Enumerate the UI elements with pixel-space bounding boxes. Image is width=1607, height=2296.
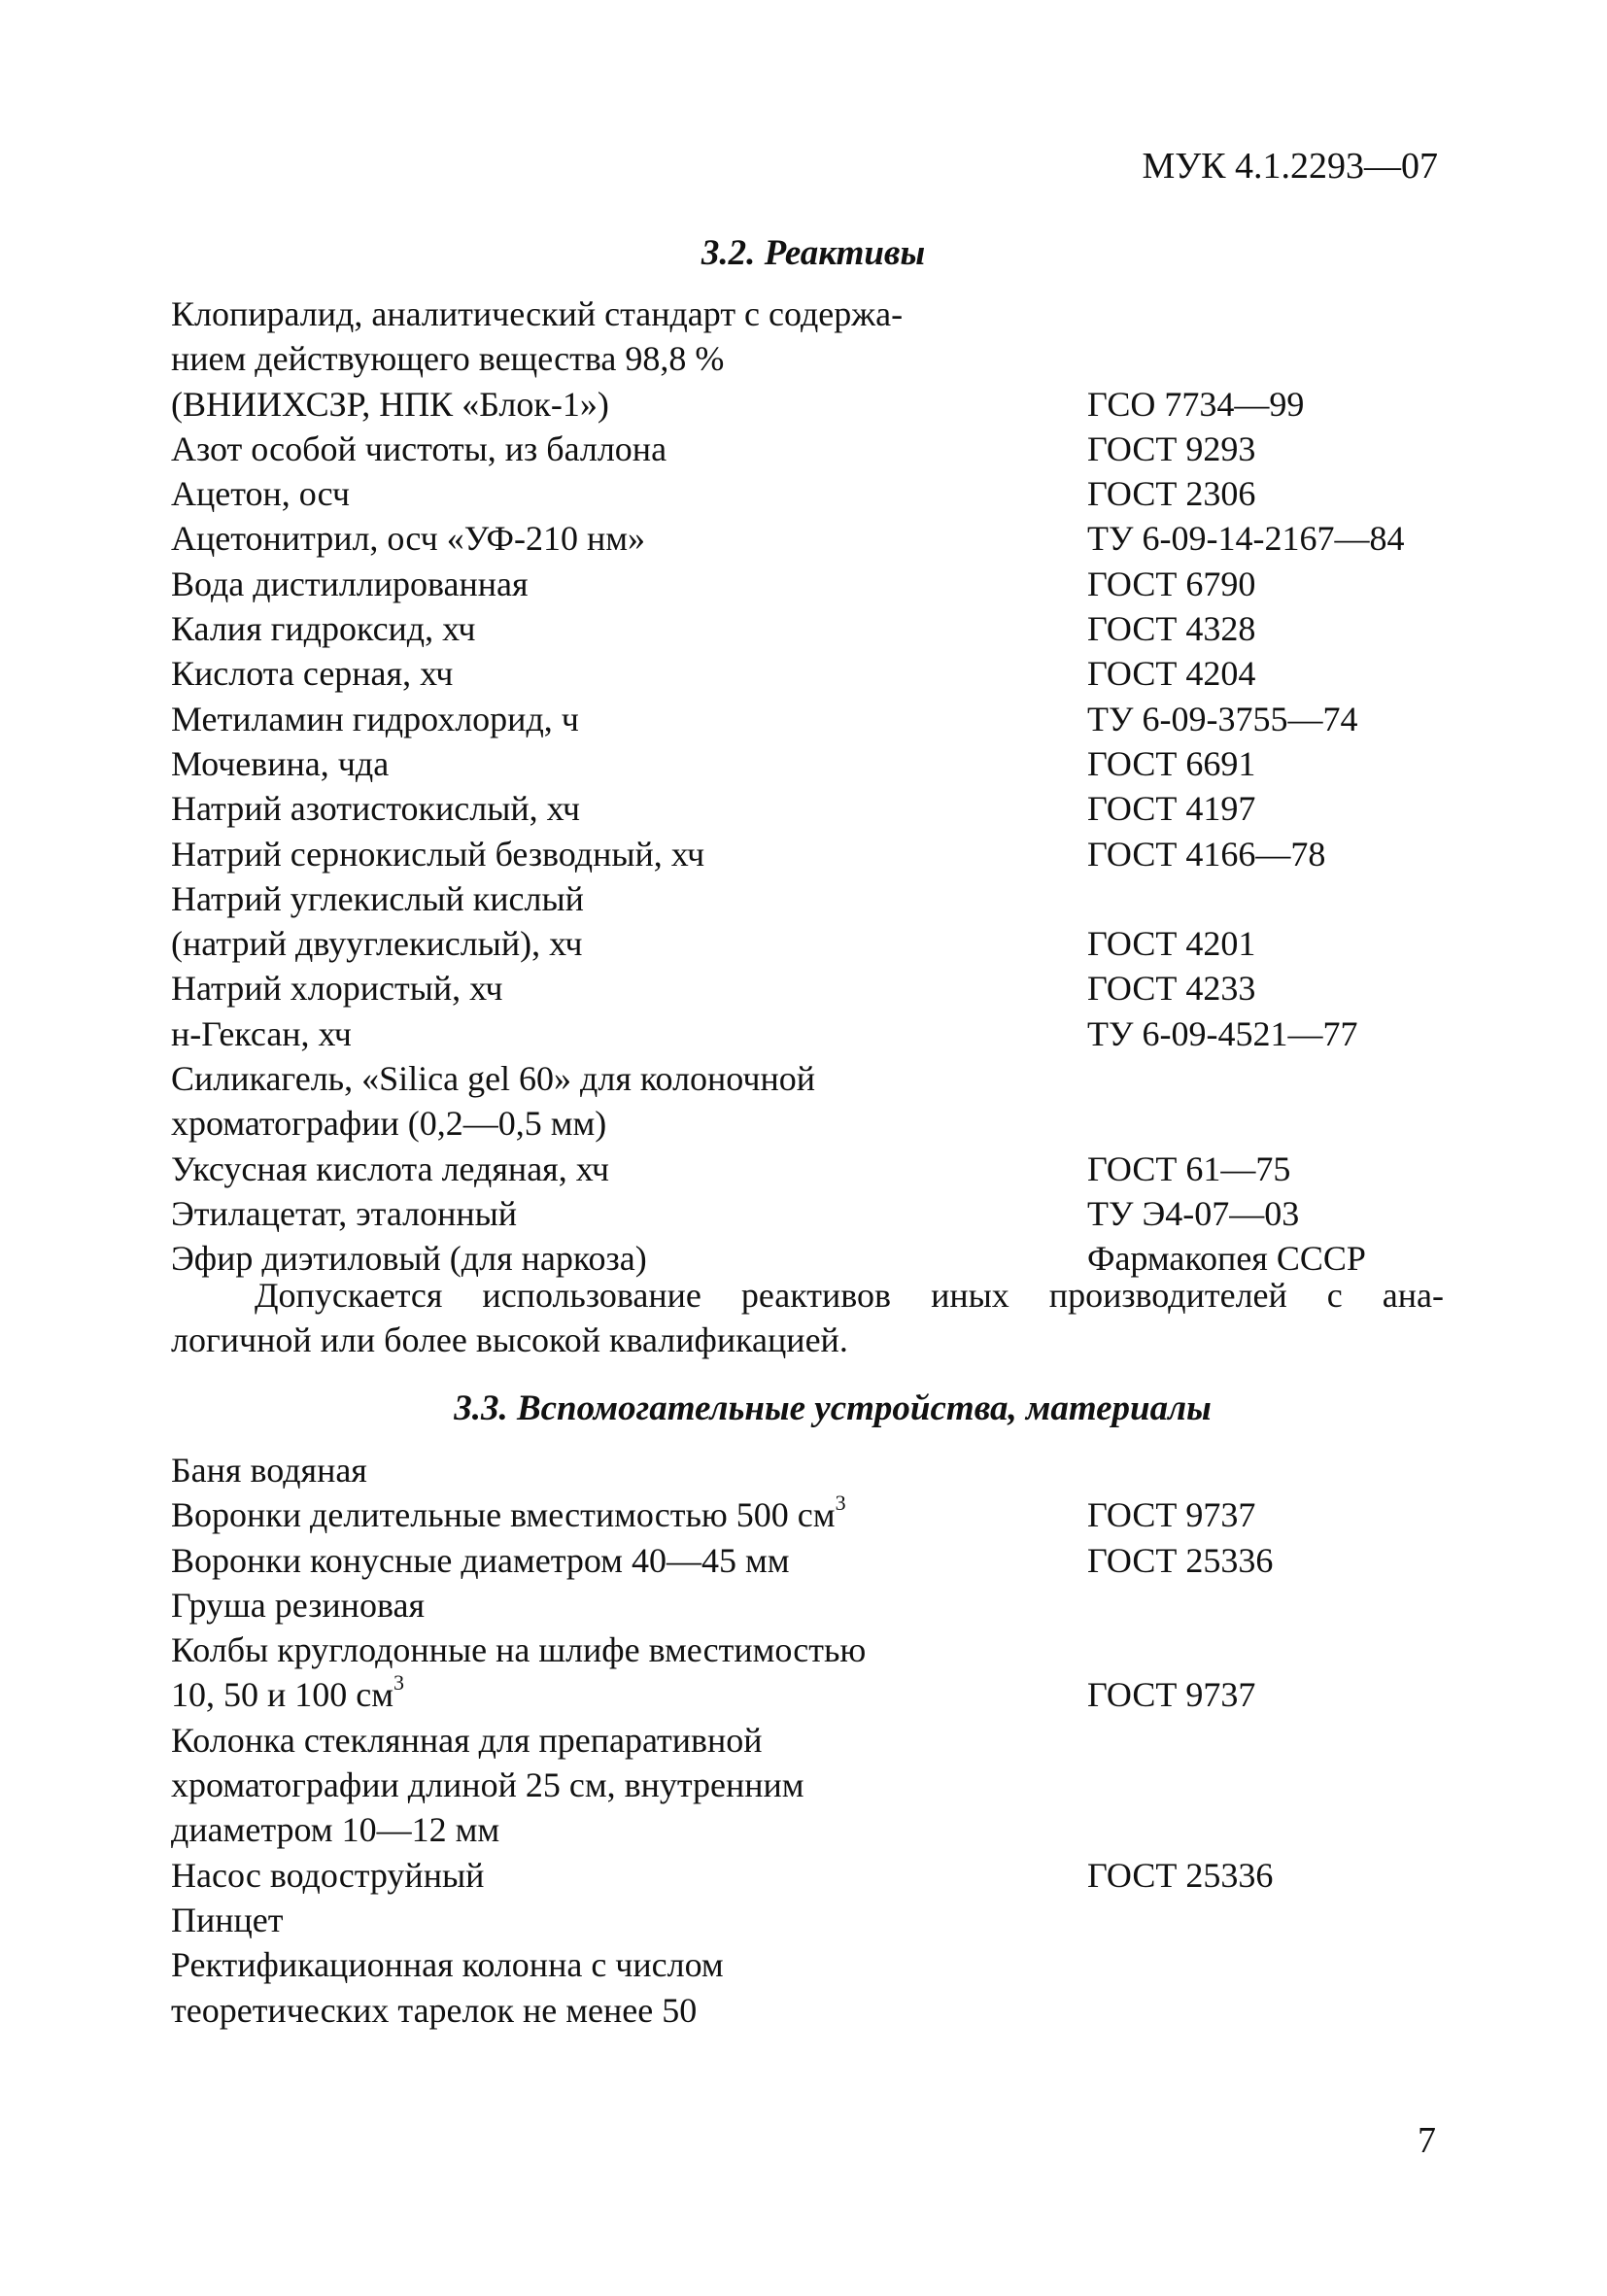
item-standard <box>1087 1988 1444 2033</box>
item-name-line <box>171 1538 1087 1583</box>
item-name-text: хроматографии (0,2—0,5 мм) <box>171 1104 607 1144</box>
reagents-list <box>171 291 1444 1282</box>
list-item <box>171 1942 1444 2033</box>
item-standard: ГОСТ 9293 <box>1087 428 1256 468</box>
item-name-text: н-Гексан, хч <box>171 1013 352 1053</box>
section-title-equipment: 3.3. Вспомогательные устройства, материалы <box>454 1388 1212 1428</box>
item-name-line <box>171 427 1087 471</box>
equipment-list <box>171 1448 1444 2033</box>
item-name-text: Пинцет <box>171 1900 284 1939</box>
item-name-line <box>171 1191 1087 1236</box>
list-item <box>171 1147 1444 1191</box>
item-name-text: Колонка стеклянная для препаративной <box>171 1720 763 1760</box>
item-name <box>171 786 1087 831</box>
item-name-line <box>171 382 1087 427</box>
item-name-text: Груша резиновая <box>171 1585 425 1625</box>
item-name-line <box>171 1492 1087 1537</box>
item-name-text: Натрий хлористый, хч <box>171 969 503 1009</box>
list-item <box>171 291 1444 427</box>
item-name <box>171 966 1087 1011</box>
list-item <box>171 606 1444 651</box>
item-name-text: Уксусная кислота ледяная, хч <box>171 1148 610 1188</box>
item-name-line <box>171 1628 1087 1672</box>
item-name-text: Насос водоструйный <box>171 1855 485 1895</box>
item-standard <box>1087 1101 1444 1146</box>
item-name-line <box>171 1898 1087 1942</box>
item-standard: ГОСТ 25336 <box>1087 1540 1274 1580</box>
item-name <box>171 1718 1087 1853</box>
item-name-text: Натрий углекислый кислый <box>171 878 584 918</box>
item-standard: ГСО 7734—99 <box>1087 384 1305 424</box>
item-name-text: Вода дистиллированная <box>171 564 529 603</box>
list-item <box>171 1191 1444 1236</box>
item-name-line <box>171 606 1087 651</box>
item-name-text: Ректификационная колонна с числом <box>171 1945 724 1985</box>
item-name-text: Ацетон, осч <box>171 474 351 514</box>
item-name <box>171 471 1087 516</box>
item-name-text: Натрий азотистокислый, хч <box>171 789 580 829</box>
list-item <box>171 786 1444 831</box>
item-name <box>171 651 1087 696</box>
list-item <box>171 697 1444 741</box>
item-standard: ГОСТ 6691 <box>1087 743 1256 783</box>
list-item <box>171 1898 1444 1942</box>
item-standard: ГОСТ 4233 <box>1087 969 1256 1009</box>
item-standard: ТУ Э4-07—03 <box>1087 1193 1300 1233</box>
list-item <box>171 562 1444 606</box>
item-name-line <box>171 471 1087 516</box>
reagents-note <box>171 1273 1444 1363</box>
item-name-line <box>171 741 1087 786</box>
list-item <box>171 651 1444 696</box>
item-standard: ГОСТ 6790 <box>1087 564 1256 603</box>
item-name-line <box>171 291 1087 336</box>
item-name-text: теоретических тарелок не менее 50 <box>171 1990 698 2030</box>
item-name <box>171 1191 1087 1236</box>
superscript: 3 <box>393 1670 405 1696</box>
list-item <box>171 1583 1444 1628</box>
item-name <box>171 1942 1087 2033</box>
item-name <box>171 291 1087 427</box>
item-standard <box>1087 1807 1444 1852</box>
item-name <box>171 1448 1087 1492</box>
item-name-text: диаметром 10—12 мм <box>171 1810 500 1850</box>
item-name-line <box>171 786 1087 831</box>
item-name-text: Эфир диэтиловый (для наркоза) <box>171 1239 647 1279</box>
item-name-line <box>171 1807 1087 1852</box>
item-name-line <box>171 516 1087 561</box>
item-name <box>171 876 1087 967</box>
item-name-text: (ВНИИХСЗР, НПК «Блок-1») <box>171 384 609 424</box>
item-name-text: Азот особой чистоты, из баллона <box>171 428 667 468</box>
list-item <box>171 471 1444 516</box>
item-standard <box>1087 1583 1444 1628</box>
item-name-line <box>171 1056 1087 1101</box>
item-name-text: Воронки делительные вместимостью 500 см <box>171 1495 836 1535</box>
item-name-line <box>171 1763 1087 1807</box>
list-item <box>171 966 1444 1011</box>
item-standard: ТУ 6-09-3755—74 <box>1087 699 1358 738</box>
item-standard: ТУ 6-09-14-2167—84 <box>1087 519 1405 559</box>
item-name-text: Силикагель, «Silica gel 60» для колоночной <box>171 1059 816 1099</box>
item-name <box>171 606 1087 651</box>
item-name-line <box>171 336 1087 381</box>
superscript: 3 <box>835 1491 846 1516</box>
item-name-text: Калия гидроксид, хч <box>171 609 476 649</box>
list-item <box>171 427 1444 471</box>
item-name-line <box>171 1942 1087 1987</box>
item-name-line <box>171 832 1087 876</box>
item-standard: ГОСТ 2306 <box>1087 474 1256 514</box>
item-name-line <box>171 1853 1087 1898</box>
item-name <box>171 1056 1087 1147</box>
item-standard <box>1087 1898 1444 1942</box>
item-name <box>171 1147 1087 1191</box>
item-name <box>171 1853 1087 1898</box>
item-name-text: Мочевина, чда <box>171 743 390 783</box>
item-name-text: Метиламин гидрохлорид, ч <box>171 699 579 738</box>
item-name-line <box>171 651 1087 696</box>
item-name-line <box>171 1718 1087 1763</box>
item-name-line <box>171 1672 1087 1717</box>
item-name <box>171 1898 1087 1942</box>
item-name <box>171 1011 1087 1056</box>
list-item <box>171 1056 1444 1147</box>
list-item <box>171 1718 1444 1853</box>
item-standard: ГОСТ 61—75 <box>1087 1148 1291 1188</box>
item-name-line <box>171 1011 1087 1056</box>
item-standard: ГОСТ 4197 <box>1087 789 1256 829</box>
item-name-text: хроматографии длиной 25 см, внутренним <box>171 1765 804 1805</box>
item-name-text: Клопиралид, аналитический стандарт с содержа- <box>171 294 904 333</box>
item-name <box>171 1583 1087 1628</box>
item-name-line <box>171 697 1087 741</box>
list-item <box>171 516 1444 561</box>
list-item <box>171 876 1444 967</box>
item-standard: ГОСТ 4166—78 <box>1087 834 1326 874</box>
list-item <box>171 1853 1444 1898</box>
item-standard <box>1087 1448 1444 1492</box>
item-name <box>171 1628 1087 1718</box>
item-name-text: Баня водяная <box>171 1451 367 1490</box>
item-name <box>171 1492 1087 1537</box>
item-name-text: Колбы круглодонные на шлифе вместимостью <box>171 1630 867 1670</box>
item-name <box>171 1538 1087 1583</box>
list-item <box>171 1011 1444 1056</box>
item-standard: ГОСТ 9737 <box>1087 1675 1256 1715</box>
item-name-text: Ацетонитрил, осч «УФ-210 нм» <box>171 519 645 559</box>
item-standard: ГОСТ 4201 <box>1087 924 1256 964</box>
item-name-text: (натрий двууглекислый), хч <box>171 924 583 964</box>
item-name-line <box>171 1147 1087 1191</box>
item-name <box>171 516 1087 561</box>
item-standard: ГОСТ 4328 <box>1087 609 1256 649</box>
item-name-line <box>171 1101 1087 1146</box>
document-code: МУК 4.1.2293—07 <box>1142 146 1438 187</box>
item-name-text: нием действующего вещества 98,8 % <box>171 339 725 379</box>
item-name <box>171 562 1087 606</box>
item-name-line <box>171 876 1087 921</box>
item-name <box>171 697 1087 741</box>
item-name <box>171 427 1087 471</box>
item-name-line <box>171 562 1087 606</box>
item-name-text: Этилацетат, эталонный <box>171 1193 518 1233</box>
item-name-line <box>171 921 1087 966</box>
list-item <box>171 1628 1444 1718</box>
section-title-reagents: 3.2. Реактивы <box>701 233 926 273</box>
note-line: логичной или более высокой квалификацией. <box>171 1320 848 1360</box>
item-standard: Фармакопея СССР <box>1087 1239 1366 1279</box>
item-name-line <box>171 1583 1087 1628</box>
item-name-line <box>171 1448 1087 1492</box>
item-standard: ТУ 6-09-4521—77 <box>1087 1013 1358 1053</box>
item-name-text: Натрий сернокислый безводный, хч <box>171 834 705 874</box>
item-name-line <box>171 1988 1087 2033</box>
list-item <box>171 832 1444 876</box>
item-name-text: 10, 50 и 100 см <box>171 1675 394 1715</box>
item-name <box>171 741 1087 786</box>
page-number: 7 <box>1418 2120 1436 2161</box>
list-item <box>171 1448 1444 1492</box>
note-line: Допускается использование реактивов иных производителей с ана- <box>255 1276 1444 1315</box>
list-item <box>171 1538 1444 1583</box>
item-name-line <box>171 966 1087 1011</box>
item-name-text: Кислота серная, хч <box>171 654 454 694</box>
item-standard: ГОСТ 9737 <box>1087 1495 1256 1535</box>
item-standard: ГОСТ 25336 <box>1087 1855 1274 1895</box>
item-name-text: Воронки конусные диаметром 40—45 мм <box>171 1540 790 1580</box>
list-item <box>171 1492 1444 1537</box>
item-standard: ГОСТ 4204 <box>1087 654 1256 694</box>
item-name <box>171 832 1087 876</box>
list-item <box>171 741 1444 786</box>
